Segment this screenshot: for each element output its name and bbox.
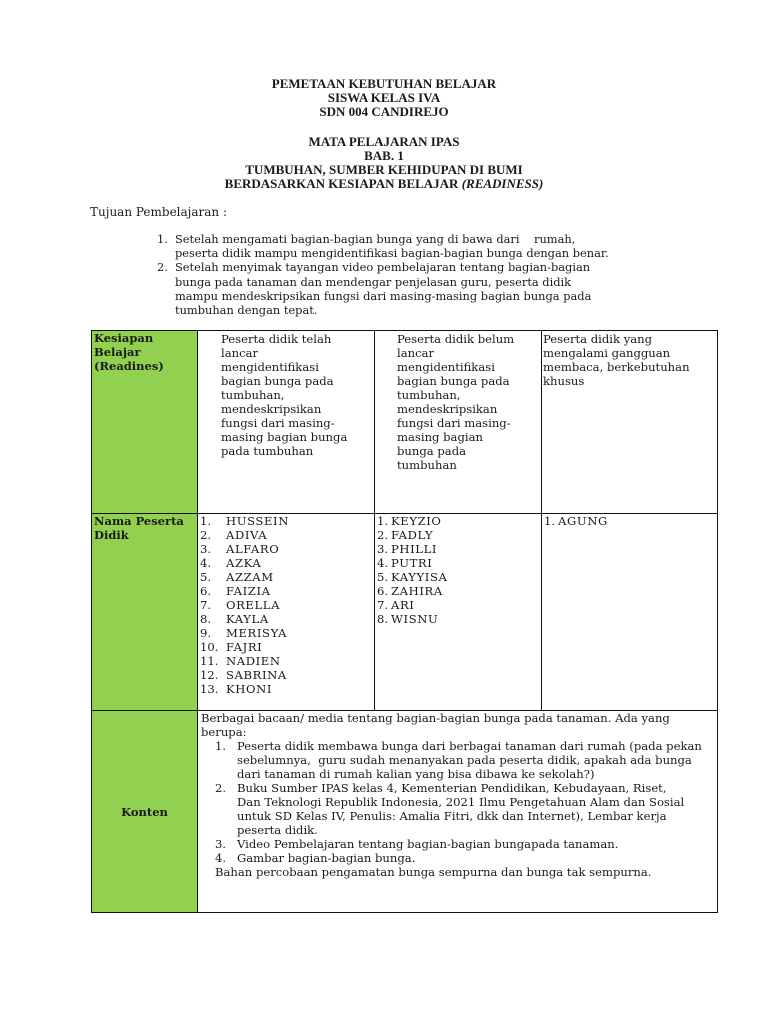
readiness-cell-ready — [197, 330, 375, 514]
content-item-number: 4. — [215, 851, 227, 865]
cell-line: mendeskripsikan — [221, 402, 322, 416]
goal-line: peserta didik mampu mengidentifikasi bagian-bagian bunga dengan benar. — [175, 246, 609, 261]
cell-line: membaca, berkebutuhan — [543, 360, 690, 374]
title-line: TUMBUHAN, SUMBER KEHIDUPAN DI BUMI — [245, 162, 523, 177]
readiness-cell-special-needs — [541, 330, 718, 514]
student-name: HUSSEIN — [226, 514, 289, 528]
cell-line: fungsi dari masing- — [397, 416, 511, 430]
student-name: PUTRI — [391, 556, 433, 570]
list-item — [377, 584, 541, 598]
content-line: Video Pembelajaran tentang bagian-bagian bungapada tanaman. — [237, 837, 619, 851]
title-line: BAB. 1 — [364, 148, 404, 163]
label-line: Belajar — [94, 345, 141, 359]
list-item — [377, 570, 541, 584]
content-item — [201, 851, 717, 865]
student-name: MERISYA — [226, 626, 287, 640]
list-item — [377, 514, 541, 528]
content-item — [201, 739, 717, 781]
list-item — [200, 626, 374, 640]
list-item — [200, 528, 374, 542]
list-item — [377, 528, 541, 542]
cell-line: masing bagian — [397, 430, 483, 444]
label-cell-student-names — [91, 513, 198, 711]
student-name: NADIEN — [226, 654, 281, 668]
content-intro-line: Berbagai bacaan/ media tentang bagian-bagian bunga pada tanaman. Ada yang — [201, 711, 670, 725]
list-number: 10. — [200, 640, 219, 654]
student-name: ORELLA — [226, 598, 281, 612]
cell-line: mendeskripsikan — [397, 402, 498, 416]
content-item — [201, 837, 717, 851]
cell-line: mengidentifikasi — [397, 360, 495, 374]
list-number: 5. — [377, 570, 389, 584]
student-name: FAJRI — [226, 640, 263, 654]
list-number: 1. — [544, 514, 556, 528]
title-line — [0, 177, 768, 191]
content-line: dari tanaman di rumah kalian yang bisa dibawa ke sekolah?) — [237, 767, 595, 781]
list-number: 6. — [200, 584, 212, 598]
list-item — [200, 556, 374, 570]
cell-line: Peserta didik belum — [397, 332, 515, 346]
title-line: SISWA KELAS IVA — [327, 90, 441, 105]
list-item — [200, 668, 374, 682]
student-name: ADIVA — [226, 528, 268, 542]
cell-line: Peserta didik yang — [543, 332, 653, 346]
content-intro-line: berupa: — [201, 725, 247, 739]
student-name: ALFARO — [226, 542, 280, 556]
cell-line: lancar — [221, 346, 259, 360]
title-text: BERDASARKAN KESIAPAN BELAJAR — [224, 176, 462, 191]
student-name: KAYLA — [226, 612, 269, 626]
cell-line: khusus — [543, 374, 585, 388]
list-number: 3. — [200, 542, 212, 556]
goal-line: Setelah menyimak tayangan video pembelajaran tentang bagian-bagian — [175, 260, 591, 275]
list-number: 1. — [377, 514, 389, 528]
goal-line: tumbuhan dengan tepat. — [175, 303, 318, 318]
list-number: 4. — [377, 556, 389, 570]
list-number: 1. — [200, 514, 212, 528]
content-item-number: 3. — [215, 837, 227, 851]
cell-line: tumbuhan, — [221, 388, 285, 402]
student-name: KHONI — [226, 682, 273, 696]
cell-line: bagian bunga pada — [221, 374, 334, 388]
content-line: Dan Teknologi Republik Indonesia, 2021 Ilmu Pengetahuan Alam dan Sosial — [237, 795, 685, 809]
title-line: MATA PELAJARAN IPAS — [308, 134, 460, 149]
goal-item — [157, 260, 637, 317]
cell-line: mengalami gangguan — [543, 346, 671, 360]
list-item — [200, 542, 374, 556]
student-name: AZZAM — [226, 570, 274, 584]
list-number: 11. — [200, 654, 219, 668]
content-item-number: 2. — [215, 781, 227, 795]
goal-number: 1. — [157, 232, 168, 246]
list-item — [200, 682, 374, 696]
student-name: FAIZIA — [226, 584, 271, 598]
cell-line: bunga pada — [397, 444, 467, 458]
cell-line: fungsi dari masing- — [221, 416, 335, 430]
label-line: (Readines) — [94, 359, 164, 373]
student-name: WISNU — [391, 612, 439, 626]
content-line: Peserta didik membawa bunga dari berbagai tanaman dari rumah (pada pekan — [237, 739, 702, 753]
list-number: 2. — [377, 528, 389, 542]
student-name: ZAHIRA — [391, 584, 443, 598]
student-name: AGUNG — [558, 514, 608, 528]
content-line: Buku Sumber IPAS kelas 4, Kementerian Pendidikan, Kebudayaan, Riset, — [237, 781, 667, 795]
readiness-cell-not-ready — [374, 330, 542, 514]
student-list-ready — [197, 513, 375, 711]
student-name: PHILLI — [391, 542, 438, 556]
list-number: 9. — [200, 626, 212, 640]
list-item — [200, 514, 374, 528]
goal-number: 2. — [157, 260, 168, 275]
list-number: 8. — [200, 612, 212, 626]
goal-line: bunga pada tanaman dan mendengar penjelasan guru, peserta didik — [175, 274, 572, 289]
student-list-special-needs — [541, 513, 718, 711]
list-number: 3. — [377, 542, 389, 556]
label-cell-content — [91, 710, 198, 913]
list-number: 5. — [200, 570, 212, 584]
content-line: sebelumnya, guru sudah menanyakan pada peserta didik, apakah ada bunga — [237, 753, 692, 767]
label-line: Konten — [121, 804, 168, 819]
content-item — [201, 781, 717, 837]
list-number: 7. — [377, 598, 389, 612]
list-item — [200, 640, 374, 654]
cell-line: pada tumbuhan — [221, 444, 314, 458]
subject-title-block — [0, 135, 768, 191]
goal-line: mampu mendeskripsikan fungsi dari masing-masing bagian bunga pada — [175, 288, 592, 303]
list-item — [377, 556, 541, 570]
title-line: PEMETAAN KEBUTUHAN BELAJAR — [271, 76, 497, 91]
cell-line: lancar — [397, 346, 435, 360]
label-cell-readiness — [91, 330, 198, 514]
label-line: Didik — [94, 528, 129, 542]
cell-line: masing bagian bunga — [221, 430, 348, 444]
student-name: AZKA — [226, 556, 262, 570]
cell-line: mengidentifikasi — [221, 360, 319, 374]
title-line: SDN 004 CANDIREJO — [319, 104, 449, 119]
content-line: untuk SD Kelas IV, Penulis: Amalia Fitri, dkk dan Internet), Lembar kerja — [237, 809, 667, 823]
list-item — [377, 598, 541, 612]
goal-item — [157, 232, 637, 260]
content-closing: Bahan percobaan pengamatan bunga sempurna dan bunga tak sempurna. — [215, 865, 652, 879]
cell-line: bagian bunga pada — [397, 374, 510, 388]
student-name: ARI — [391, 598, 415, 612]
document-title-block — [0, 77, 768, 119]
cell-line: Peserta didik telah — [221, 332, 332, 346]
list-number: 13. — [200, 682, 219, 696]
list-item — [200, 612, 374, 626]
content-item-number: 1. — [215, 739, 227, 753]
list-number: 7. — [200, 598, 212, 612]
list-item — [200, 584, 374, 598]
student-list-not-ready — [374, 513, 542, 711]
label-line: Nama Peserta — [94, 514, 184, 528]
list-number: 6. — [377, 584, 389, 598]
list-item — [377, 542, 541, 556]
list-item — [200, 598, 374, 612]
list-item — [200, 654, 374, 668]
goals-list — [157, 232, 637, 317]
goals-label: Tujuan Pembelajaran : — [90, 205, 228, 219]
goal-line: Setelah mengamati bagian-bagian bunga yang di bawa dari rumah, — [175, 232, 576, 246]
cell-line: tumbuhan — [397, 458, 457, 472]
list-item — [544, 514, 717, 528]
student-name: FADLY — [391, 528, 434, 542]
list-item — [200, 570, 374, 584]
list-number: 12. — [200, 668, 219, 682]
readiness-table — [91, 330, 718, 913]
list-number: 2. — [200, 528, 212, 542]
student-name: SABRINA — [226, 668, 287, 682]
list-item — [377, 612, 541, 626]
cell-line: tumbuhan, — [397, 388, 461, 402]
content-line: Gambar bagian-bagian bunga. — [237, 851, 416, 865]
content-cell — [197, 710, 718, 913]
content-line: peserta didik. — [237, 823, 318, 837]
title-italic: (READINESS) — [461, 176, 544, 191]
list-number: 8. — [377, 612, 389, 626]
list-number: 4. — [200, 556, 212, 570]
label-line: Kesiapan — [94, 331, 154, 345]
student-name: KAYYISA — [391, 570, 448, 584]
student-name: KEYZIO — [391, 514, 442, 528]
